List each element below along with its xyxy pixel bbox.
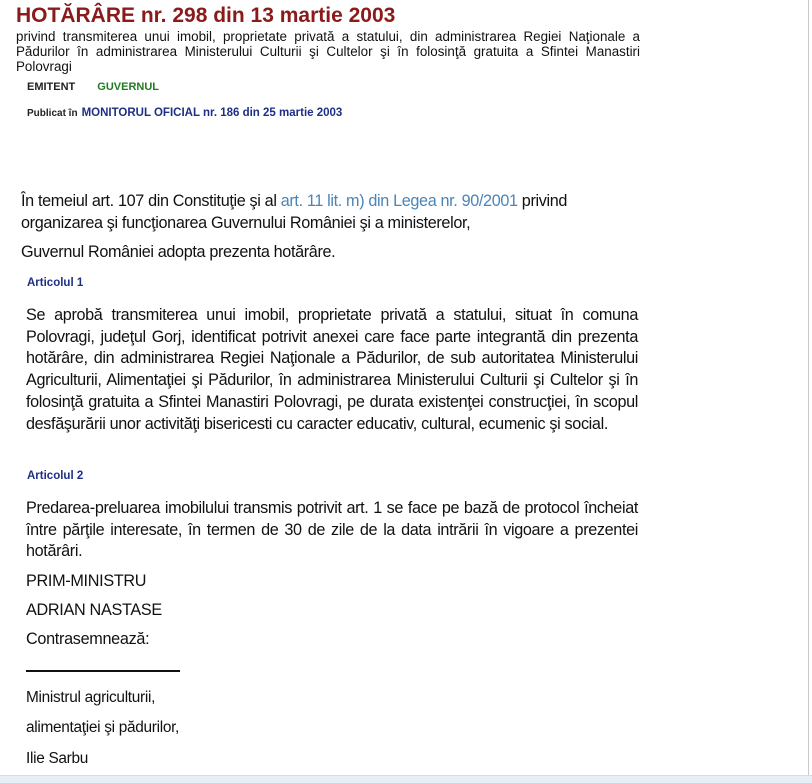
publicat-row: [27, 107, 342, 119]
preamble-text-before: În temeiul art. 107 din Constituţie şi al: [21, 192, 281, 210]
publicat-label: Publicat în: [27, 108, 78, 119]
article-1-text: Se aprobă transmiterea unui imobil, proprietate privată a statului, situat în comuna Polovragi, judeţul Gorj, identificat potrivit anexei care face parte integrantă din prezenta hotărâre, din administrarea Regiei Naţionale a Pădurilor, de sub autoritatea Ministerului Agriculturii, Alimentaţiei şi Pădurilor, în administrarea Ministerului Culturii şi Cultelor şi în folosinţă gratuita a Sfintei Manastiri Polovragi, pe durata existenţei construcţiei, în scopul desfăşurării unor activităţi bisericesti cu caracter educativ, cultural, ecumenic şi social.: [26, 306, 638, 433]
minister-name: Ilie Sarbu: [26, 750, 89, 767]
emitent-label: EMITENT: [27, 81, 76, 93]
page-frame-border: [808, 0, 809, 783]
adoption-statement: Guvernul României adopta prezenta hotărâre.: [21, 243, 336, 261]
prime-minister-title: PRIM-MINISTRU: [26, 572, 147, 590]
publicat-value: MONITORUL OFICIAL nr. 186 din 25 martie 2003: [81, 107, 343, 119]
document-title: HOTĂRÂRE nr. 298 din 13 martie 2003: [16, 4, 396, 27]
article-1-heading: Articolul 1: [27, 277, 84, 289]
minister-title-line-2: alimentaţiei şi pădurilor,: [26, 719, 180, 736]
preamble-text-after: privind organizarea şi funcţionarea Guvernului României şi a ministerelor,: [21, 192, 568, 232]
document-subtitle: privind transmiterea unui imobil, proprietate privată a statului, din administrarea Regiei Naţionale a Pădurilor în administrarea Ministerului Culturii şi Cultelor şi în folosinţă gratuita a Sfintei Manastiri Polovragi: [16, 29, 640, 74]
bottom-frame-strip: [0, 775, 812, 783]
preamble-paragraph: [21, 190, 645, 234]
article-2-heading: Articolul 2: [27, 470, 84, 482]
article-2-text: Predarea-preluarea imobilului transmis potrivit art. 1 se face pe bază de protocol încheiat între părţile interesate, în termen de 30 de zile de la data intrării în vigoare a prezentei hotărâri.: [26, 499, 638, 561]
prime-minister-name: ADRIAN NASTASE: [26, 601, 162, 619]
law-link[interactable]: art. 11 lit. m) din Legea nr. 90/2001: [280, 192, 518, 210]
countersign-label: Contrasemnează:: [26, 630, 150, 648]
emitent-value: GUVERNUL: [97, 81, 160, 93]
signature-divider: [26, 670, 180, 672]
emitent-row: [27, 81, 159, 93]
minister-title-line-1: Ministrul agriculturii,: [26, 689, 156, 706]
